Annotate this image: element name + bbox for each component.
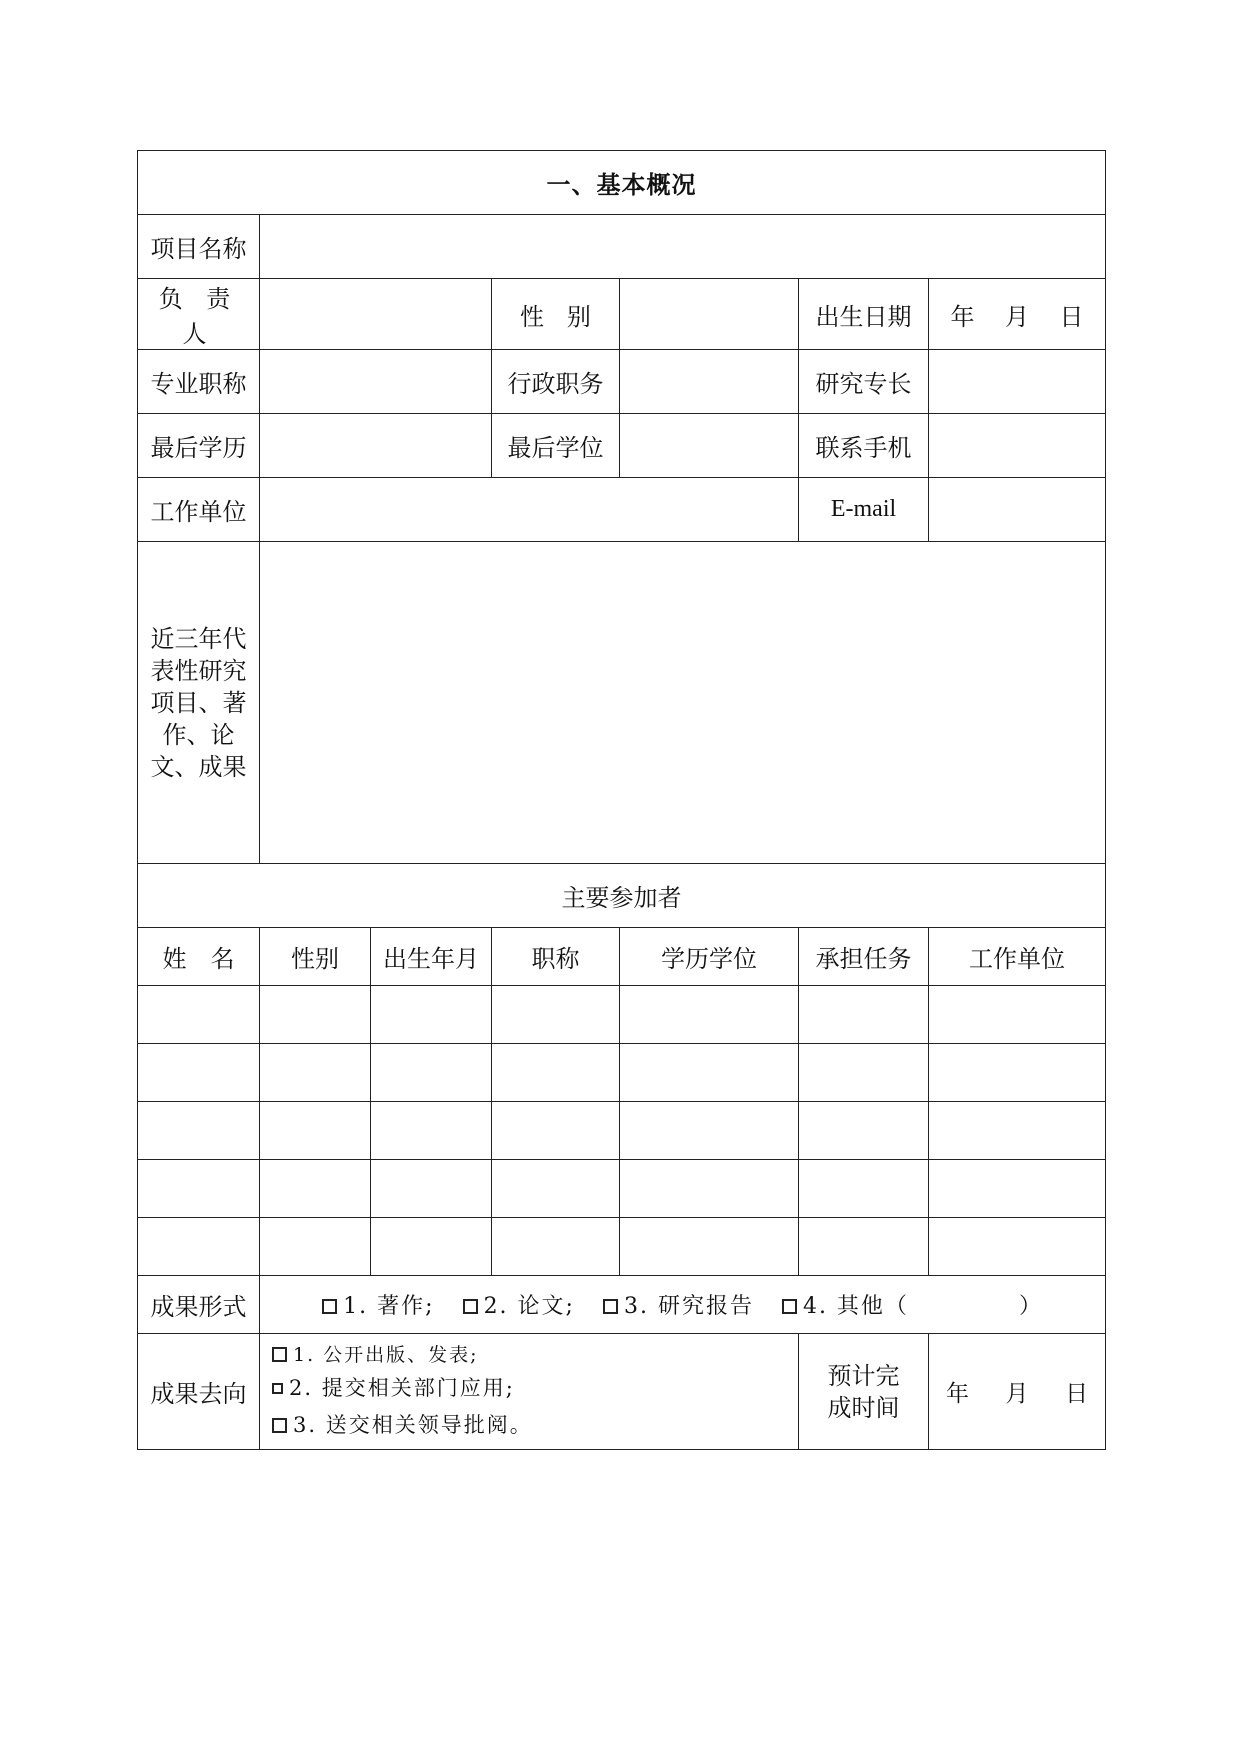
project-name-label: 项目名称	[138, 215, 260, 279]
phone-label: 联系手机	[799, 414, 929, 478]
work-unit-label: 工作单位	[138, 478, 260, 542]
participant-cell[interactable]	[371, 1160, 492, 1218]
participant-cell[interactable]	[620, 986, 799, 1044]
participant-cell[interactable]	[260, 986, 371, 1044]
participant-cell[interactable]	[929, 1160, 1106, 1218]
education-label: 最后学历	[138, 414, 260, 478]
destination-option-3[interactable]: 3. 送交相关领导批阅。	[260, 1408, 798, 1442]
participant-cell[interactable]	[799, 986, 929, 1044]
participant-cell[interactable]	[138, 1044, 260, 1102]
col-header-gender: 性别	[260, 928, 371, 986]
checkbox-icon[interactable]	[272, 1383, 283, 1394]
participant-cell[interactable]	[620, 1160, 799, 1218]
degree-field[interactable]	[620, 414, 799, 478]
participant-cell[interactable]	[492, 1218, 620, 1276]
completion-date-field[interactable]: 年 月 日	[929, 1334, 1106, 1450]
result-destination-options	[260, 1334, 799, 1450]
destination-option-1[interactable]: 1. 公开出版、发表;	[260, 1342, 798, 1368]
leader-label: 负 责 人	[138, 279, 260, 350]
participant-cell[interactable]	[138, 986, 260, 1044]
participant-cell[interactable]	[371, 1218, 492, 1276]
result-destination-label: 成果去向	[138, 1334, 260, 1450]
participant-row	[138, 1160, 1106, 1218]
result-form-options	[260, 1276, 1106, 1334]
gender-field[interactable]	[620, 279, 799, 350]
admin-post-label: 行政职务	[492, 350, 620, 414]
participants-heading: 主要参加者	[138, 864, 1106, 928]
col-header-work-unit: 工作单位	[929, 928, 1106, 986]
participant-cell[interactable]	[929, 1102, 1106, 1160]
participant-cell[interactable]	[799, 1044, 929, 1102]
gender-label: 性 别	[492, 279, 620, 350]
col-header-name: 姓 名	[138, 928, 260, 986]
participant-row	[138, 1102, 1106, 1160]
basic-info-form	[137, 150, 1106, 1450]
participant-cell[interactable]	[799, 1102, 929, 1160]
participant-cell[interactable]	[620, 1044, 799, 1102]
result-form-option-1[interactable]: 1. 著作;	[322, 1289, 434, 1320]
col-header-title: 职称	[492, 928, 620, 986]
research-specialty-label: 研究专长	[799, 350, 929, 414]
participant-cell[interactable]	[371, 1102, 492, 1160]
participant-cell[interactable]	[492, 1102, 620, 1160]
participant-row	[138, 1044, 1106, 1102]
phone-field[interactable]	[929, 414, 1106, 478]
checkbox-icon[interactable]	[272, 1418, 287, 1433]
recent-work-field[interactable]	[260, 542, 1106, 864]
title-field[interactable]	[260, 350, 492, 414]
research-specialty-field[interactable]	[929, 350, 1106, 414]
project-name-field[interactable]	[260, 215, 1106, 279]
participant-cell[interactable]	[260, 1102, 371, 1160]
recent-work-label-text: 近三年代表性研究项目、著作、论文、成果	[150, 624, 247, 781]
completion-time-label	[799, 1334, 929, 1450]
destination-option-2[interactable]: 2. 提交相关部门应用;	[260, 1368, 798, 1408]
admin-post-field[interactable]	[620, 350, 799, 414]
participant-cell[interactable]	[138, 1102, 260, 1160]
degree-label: 最后学位	[492, 414, 620, 478]
participant-cell[interactable]	[260, 1160, 371, 1218]
participant-cell[interactable]	[929, 986, 1106, 1044]
checkbox-icon[interactable]	[322, 1299, 337, 1314]
checkbox-icon[interactable]	[603, 1299, 618, 1314]
email-label: E-mail	[799, 478, 929, 542]
participant-cell[interactable]	[138, 1160, 260, 1218]
checkbox-icon[interactable]	[272, 1347, 287, 1362]
participant-cell[interactable]	[492, 1160, 620, 1218]
col-header-task: 承担任务	[799, 928, 929, 986]
close-paren: ）	[1018, 1294, 1043, 1319]
participant-cell[interactable]	[371, 1044, 492, 1102]
col-header-birth: 出生年月	[371, 928, 492, 986]
result-form-option-4[interactable]: 4. 其他（ ）	[782, 1289, 1043, 1320]
checkbox-icon[interactable]	[463, 1299, 478, 1314]
participant-cell[interactable]	[929, 1044, 1106, 1102]
result-form-option-3[interactable]: 3. 研究报告	[603, 1289, 754, 1320]
email-field[interactable]	[929, 478, 1106, 542]
participant-cell[interactable]	[799, 1160, 929, 1218]
title-label: 专业职称	[138, 350, 260, 414]
participant-cell[interactable]	[371, 986, 492, 1044]
section-title: 一、基本概况	[138, 151, 1106, 215]
participant-row	[138, 1218, 1106, 1276]
participant-cell[interactable]	[138, 1218, 260, 1276]
leader-field[interactable]	[260, 279, 492, 350]
participant-cell[interactable]	[929, 1218, 1106, 1276]
work-unit-field[interactable]	[260, 478, 799, 542]
participant-row	[138, 986, 1106, 1044]
recent-work-label	[138, 542, 260, 864]
checkbox-icon[interactable]	[782, 1299, 797, 1314]
participant-cell[interactable]	[799, 1218, 929, 1276]
birth-date-label: 出生日期	[799, 279, 929, 350]
birth-date-field[interactable]: 年 月 日	[929, 279, 1106, 350]
participant-cell[interactable]	[492, 986, 620, 1044]
education-field[interactable]	[260, 414, 492, 478]
col-header-education: 学历学位	[620, 928, 799, 986]
result-form-label: 成果形式	[138, 1276, 260, 1334]
participant-cell[interactable]	[620, 1218, 799, 1276]
result-form-option-2[interactable]: 2. 论文;	[463, 1289, 575, 1320]
participant-cell[interactable]	[260, 1218, 371, 1276]
completion-time-label-text: 预计完成时间	[827, 1361, 900, 1422]
participant-cell[interactable]	[620, 1102, 799, 1160]
participant-cell[interactable]	[260, 1044, 371, 1102]
participant-cell[interactable]	[492, 1044, 620, 1102]
